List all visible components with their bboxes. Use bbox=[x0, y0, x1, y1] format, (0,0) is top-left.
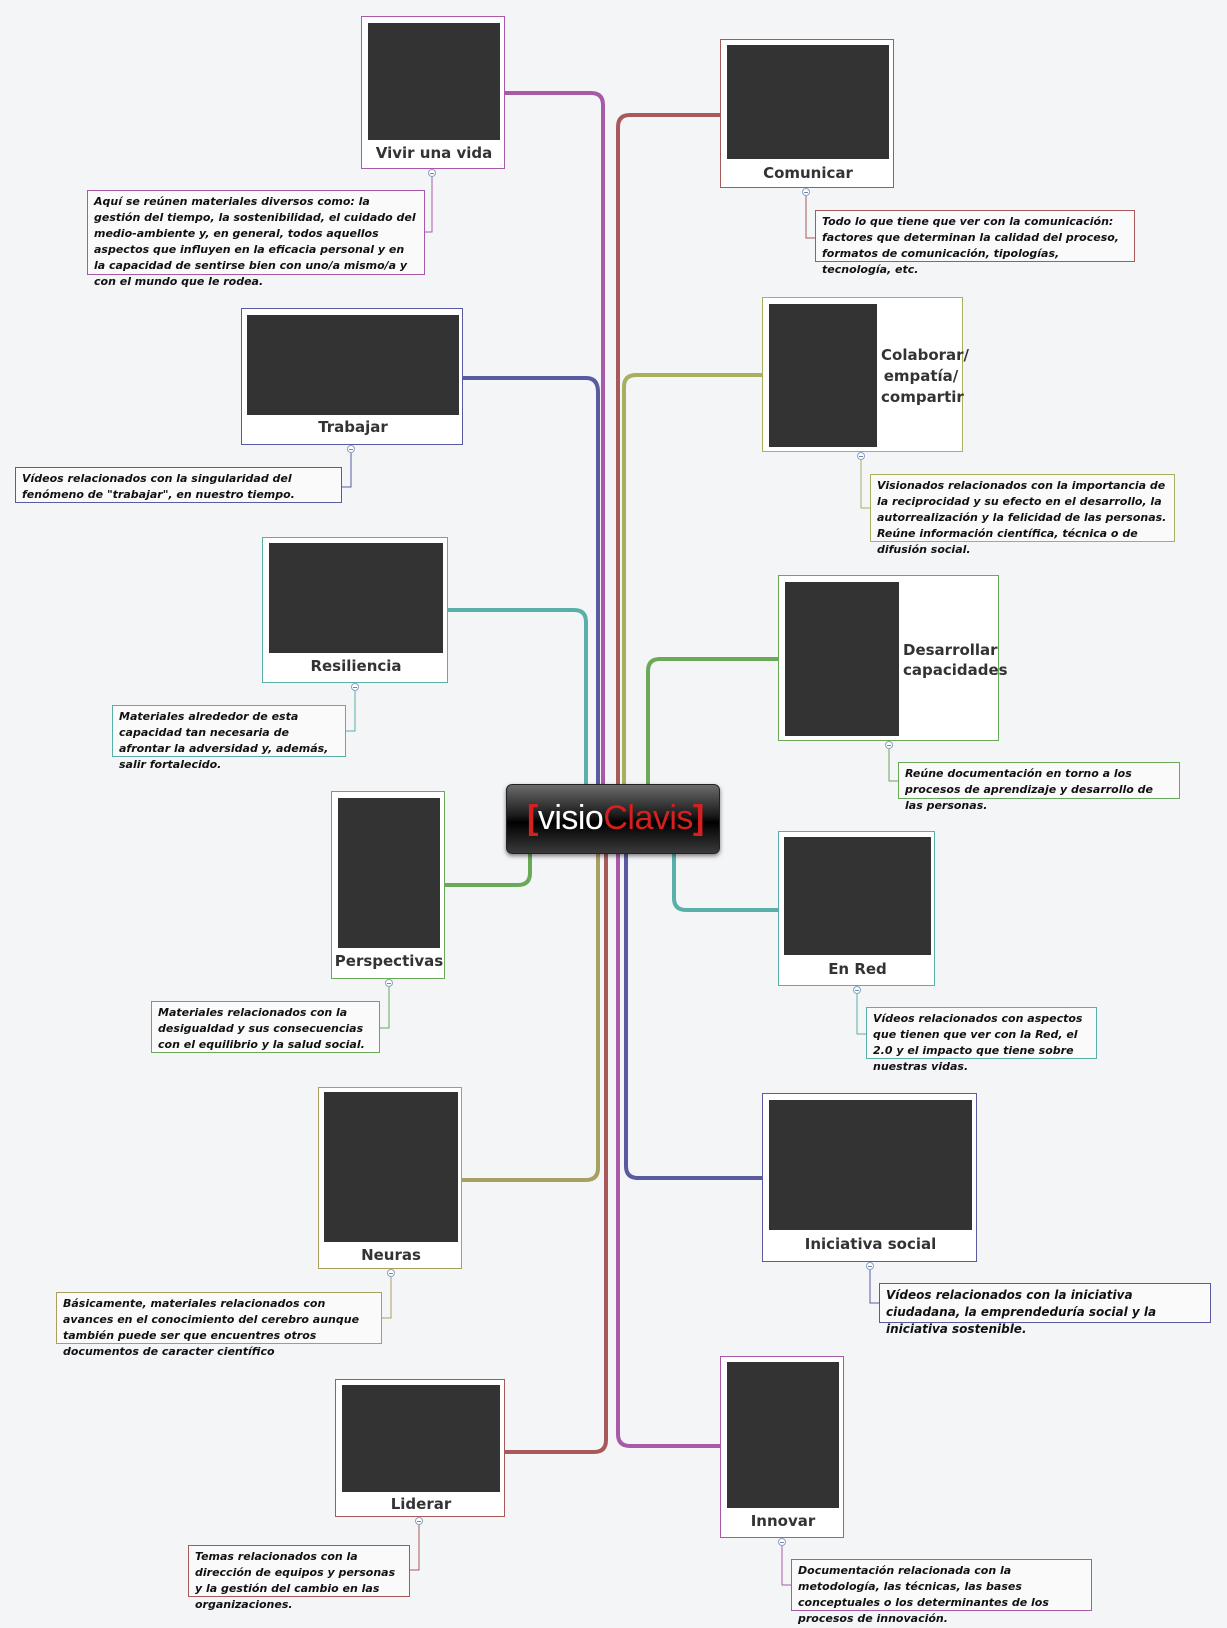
collapse-toggle[interactable] bbox=[853, 986, 861, 994]
topic-neuras[interactable] bbox=[318, 1087, 462, 1269]
topic-comunicar[interactable] bbox=[720, 39, 894, 188]
branch-enred bbox=[674, 852, 778, 910]
collapse-toggle[interactable] bbox=[885, 741, 893, 749]
collapse-toggle[interactable] bbox=[385, 979, 393, 987]
topic-note: Temas relacionados con la dirección de equipos y personas y la gestión del cambio en las organizaciones. bbox=[188, 1545, 410, 1597]
collapse-toggle[interactable] bbox=[802, 188, 810, 196]
topic-label: Iniciativa social bbox=[804, 1235, 937, 1253]
branch-colaborar bbox=[624, 375, 762, 784]
topic-image bbox=[342, 1385, 500, 1492]
visioclavis-logo: [visioClavis] bbox=[527, 799, 704, 837]
topic-label: Comunicar bbox=[763, 164, 853, 182]
topic-note: Reúne documentación en torno a los procesos de aprendizaje y desarrollo de las personas. bbox=[898, 762, 1180, 799]
topic-note: Vídeos relacionados con la iniciativa ciudadana, la emprendeduría social y la iniciativa sostenible. bbox=[879, 1283, 1211, 1323]
branch-resiliencia bbox=[448, 610, 586, 784]
collapse-toggle[interactable] bbox=[857, 452, 865, 460]
branch-vivir bbox=[505, 93, 603, 784]
topic-note: Documentación relacionada con la metodología, las técnicas, las bases conceptuales o los determinantes de los procesos de innovación. bbox=[791, 1559, 1092, 1611]
topic-note: Vídeos relacionados con aspectos que tienen que ver con la Red, el 2.0 y el impacto que tiene sobre nuestras vidas. bbox=[866, 1007, 1097, 1059]
branch-trabajar bbox=[463, 378, 598, 784]
branch-iniciativa bbox=[626, 852, 762, 1178]
collapse-toggle[interactable] bbox=[866, 1262, 874, 1270]
topic-label: Colaborar/ empatía/ compartir bbox=[881, 346, 970, 406]
topic-image bbox=[727, 45, 889, 159]
collapse-toggle[interactable] bbox=[387, 1269, 395, 1277]
central-topic[interactable] bbox=[506, 784, 720, 854]
topic-perspectivas[interactable] bbox=[331, 791, 445, 979]
topic-note: Aquí se reúnen materiales diversos como: la gestión del tiempo, la sostenibilidad, el cuidado del medio-ambiente y, en general, todos aquellos aspectos que influyen en la eficacia personal y en la capacidad de sentirse bien con uno/a mismo/a y con el mundo que le rodea. bbox=[87, 190, 425, 275]
topic-image bbox=[769, 1100, 972, 1230]
topic-colaborar[interactable] bbox=[762, 297, 970, 452]
collapse-toggle[interactable] bbox=[351, 683, 359, 691]
branch-innovar bbox=[618, 852, 720, 1446]
topic-label: Desarrollar capacidades bbox=[903, 641, 1008, 679]
topic-note: Materiales alrededor de esta capacidad tan necesaria de afrontar la adversidad y, además, salir fortalecido. bbox=[112, 705, 346, 757]
topic-note: Visionados relacionados con la importancia de la reciprocidad y su efecto en el desarrollo, la autorrealización y la felicidad de las personas. Reúne información científica, técnica o de difusión social. bbox=[870, 474, 1175, 542]
collapse-toggle[interactable] bbox=[428, 169, 436, 177]
topic-image bbox=[269, 543, 443, 653]
topic-image bbox=[368, 23, 500, 140]
topic-label: Resiliencia bbox=[310, 657, 402, 675]
topic-note: Básicamente, materiales relacionados con avances en el conocimiento del cerebro aunque también puede ser que encuentres otros documentos de caracter científico bbox=[56, 1292, 382, 1344]
branch-desarrollar bbox=[648, 659, 778, 784]
branch-perspectivas bbox=[445, 852, 530, 885]
topic-note: Vídeos relacionados con la singularidad del fenómeno de "trabajar", en nuestro tiempo. bbox=[15, 467, 342, 503]
topic-label: Vivir una vida bbox=[375, 144, 493, 162]
branch-liderar bbox=[505, 852, 606, 1452]
topic-iniciativa-social[interactable] bbox=[762, 1093, 977, 1262]
topic-image bbox=[769, 304, 877, 447]
collapse-toggle[interactable] bbox=[415, 1517, 423, 1525]
topic-label: En Red bbox=[828, 960, 887, 978]
branch-neuras bbox=[462, 852, 598, 1180]
topic-vivir-una-vida[interactable] bbox=[361, 16, 505, 169]
topic-innovar[interactable] bbox=[720, 1356, 844, 1538]
topic-image bbox=[784, 837, 931, 955]
topic-label: Trabajar bbox=[318, 418, 388, 436]
topic-label: Innovar bbox=[750, 1512, 816, 1530]
topic-liderar[interactable] bbox=[335, 1379, 505, 1517]
topic-image bbox=[727, 1362, 839, 1508]
topic-label: Neuras bbox=[361, 1246, 421, 1264]
topic-label: Liderar bbox=[390, 1495, 452, 1513]
topic-label: Perspectivas bbox=[334, 952, 444, 970]
topic-image bbox=[247, 315, 459, 415]
branch-comunicar bbox=[618, 115, 720, 784]
topic-note: Todo lo que tiene que ver con la comunicación: factores que determinan la calidad del proceso, formatos de comunicación, tipologías, tecnología, etc. bbox=[815, 210, 1135, 262]
topic-note: Materiales relacionados con la desigualdad y sus consecuencias con el equilibrio y la salud social. bbox=[151, 1001, 380, 1053]
collapse-toggle[interactable] bbox=[347, 445, 355, 453]
topic-resiliencia[interactable] bbox=[262, 537, 448, 683]
topic-image bbox=[338, 798, 440, 948]
collapse-toggle[interactable] bbox=[778, 1538, 786, 1546]
topic-desarrollar-capacidades[interactable] bbox=[778, 575, 1008, 741]
topic-en-red[interactable] bbox=[778, 831, 935, 986]
topic-image bbox=[785, 582, 899, 736]
topic-image bbox=[324, 1092, 458, 1242]
topic-trabajar[interactable] bbox=[241, 308, 463, 445]
